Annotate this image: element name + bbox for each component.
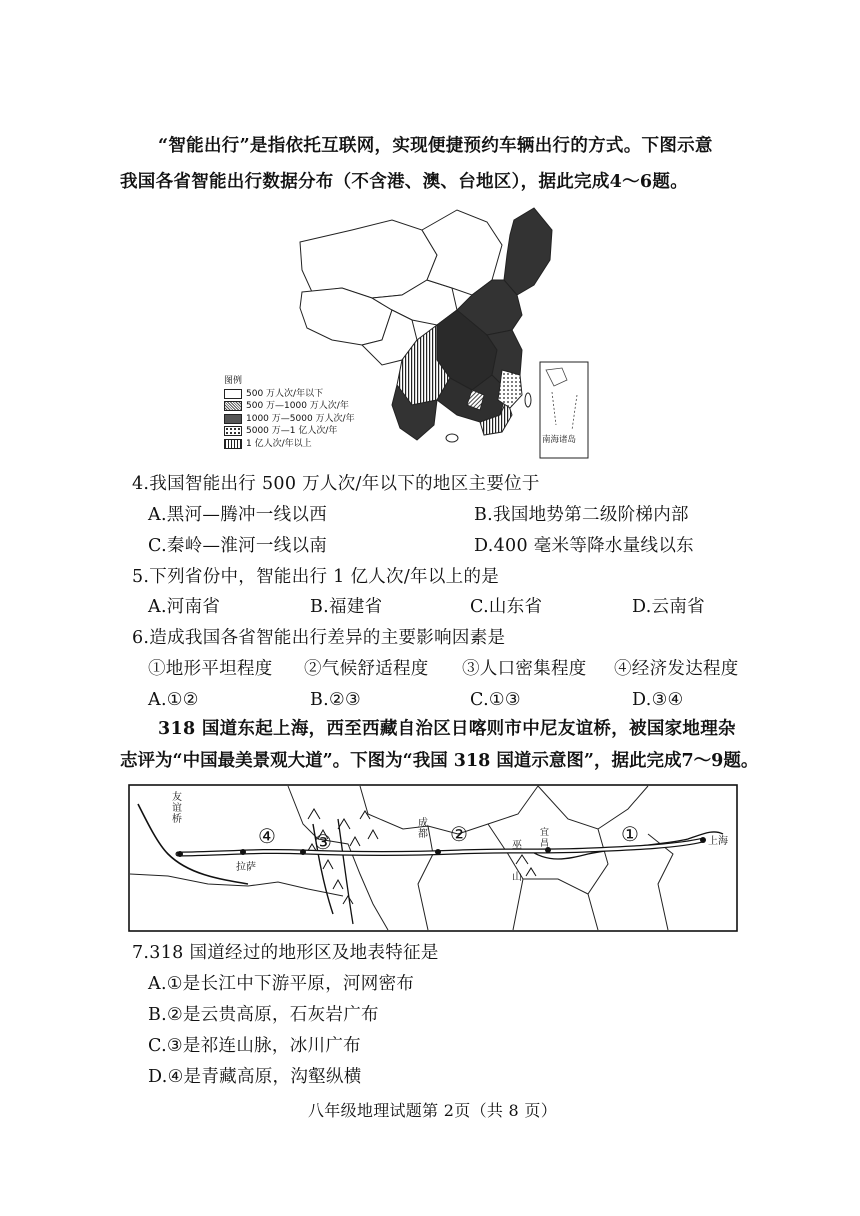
- q4-option-c: C.秦岭—淮河一线以南: [148, 536, 328, 556]
- legend-swatch-dark: [224, 414, 242, 424]
- q6-option-b: B.②③: [310, 690, 361, 710]
- label-shanghai: 上海: [708, 836, 728, 847]
- q5-option-b: B.福建省: [310, 597, 383, 617]
- label-chengdu: 成都: [418, 818, 428, 840]
- q6-factor-2: ②气候舒适程度: [304, 659, 429, 679]
- label-lhasa: 拉萨: [236, 862, 256, 873]
- legend-item-3: 1000 万—5000 万人次/年: [224, 413, 355, 426]
- q6-factor-3: ③人口密集程度: [462, 659, 587, 679]
- region-marker-3: ③: [314, 830, 332, 854]
- q5-option-c: C.山东省: [470, 597, 543, 617]
- inset-label: 南海诸岛: [542, 435, 577, 445]
- q5-option-a: A.河南省: [148, 597, 221, 617]
- q5-stem: 5.下列省份中，智能出行 1 亿人次/年以上的是: [132, 567, 500, 587]
- q4-option-a: A.黑河—腾冲一线以西: [148, 505, 327, 525]
- q4-option-b: B.我国地势第二级阶梯内部: [474, 505, 689, 525]
- q7-option-c: C.③是祁连山脉，冰川广布: [148, 1036, 361, 1056]
- region-marker-2: ②: [450, 822, 468, 846]
- region-marker-1: ①: [621, 822, 639, 846]
- legend-swatch-dots: [224, 426, 242, 436]
- intro2-line1: 318 国道东起上海，西至西藏自治区日喀则市中尼友谊桥，被国家地理杂: [158, 719, 736, 739]
- g318-route-map: [128, 784, 738, 932]
- map-legend: [224, 375, 355, 450]
- q5-option-d: D.云南省: [632, 597, 705, 617]
- legend-item-1: 500 万人次/年以下: [224, 388, 355, 401]
- q7-option-b: B.②是云贵高原，石灰岩广布: [148, 1005, 379, 1025]
- label-friendship-bridge: 友谊桥: [172, 792, 182, 825]
- legend-swatch-stripes: [224, 439, 242, 449]
- q4-stem: 4.我国智能出行 500 万人次/年以下的地区主要位于: [132, 474, 540, 494]
- legend-title: 图例: [224, 376, 243, 386]
- q6-option-c: C.①③: [470, 690, 521, 710]
- q7-option-a: A.①是长江中下游平原，河网密布: [148, 974, 415, 994]
- legend-swatch-white: [224, 389, 242, 399]
- label-wu: 巫: [512, 840, 522, 851]
- q7-option-d: D.④是青藏高原，沟壑纵横: [148, 1067, 362, 1087]
- q6-factor-4: ④经济发达程度: [614, 659, 739, 679]
- q6-option-d: D.③④: [632, 690, 684, 710]
- label-shan: 山: [512, 872, 522, 883]
- legend-item-2: 500 万—1000 万人次/年: [224, 400, 355, 413]
- page-footer: 八年级地理试题第 2页（共 8 页）: [308, 1101, 558, 1120]
- q7-stem: 7.318 国道经过的地形区及地表特征是: [132, 943, 439, 963]
- q4-option-d: D.400 毫米等降水量线以东: [474, 536, 694, 556]
- legend-item-5: 1 亿人次/年以上: [224, 438, 355, 451]
- label-yichang: 宜昌: [540, 828, 550, 849]
- q6-stem: 6.造成我国各省智能出行差异的主要影响因素是: [132, 628, 506, 648]
- intro2-line2: 志评为“中国最美景观大道”。下图为“我国 318 国道示意图”，据此完成7～9题。: [120, 751, 759, 771]
- intro1-line1: “智能出行”是指依托互联网，实现便捷预约车辆出行的方式。下图示意: [158, 136, 713, 156]
- legend-item-4: 5000 万—1 亿人次/年: [224, 425, 355, 438]
- legend-swatch-hatch: [224, 401, 242, 411]
- q6-factor-1: ①地形平坦程度: [148, 659, 273, 679]
- intro1-line2: 我国各省智能出行数据分布（不含港、澳、台地区），据此完成4～6题。: [120, 172, 689, 192]
- q6-option-a: A.①②: [148, 690, 199, 710]
- region-marker-4: ④: [258, 824, 276, 848]
